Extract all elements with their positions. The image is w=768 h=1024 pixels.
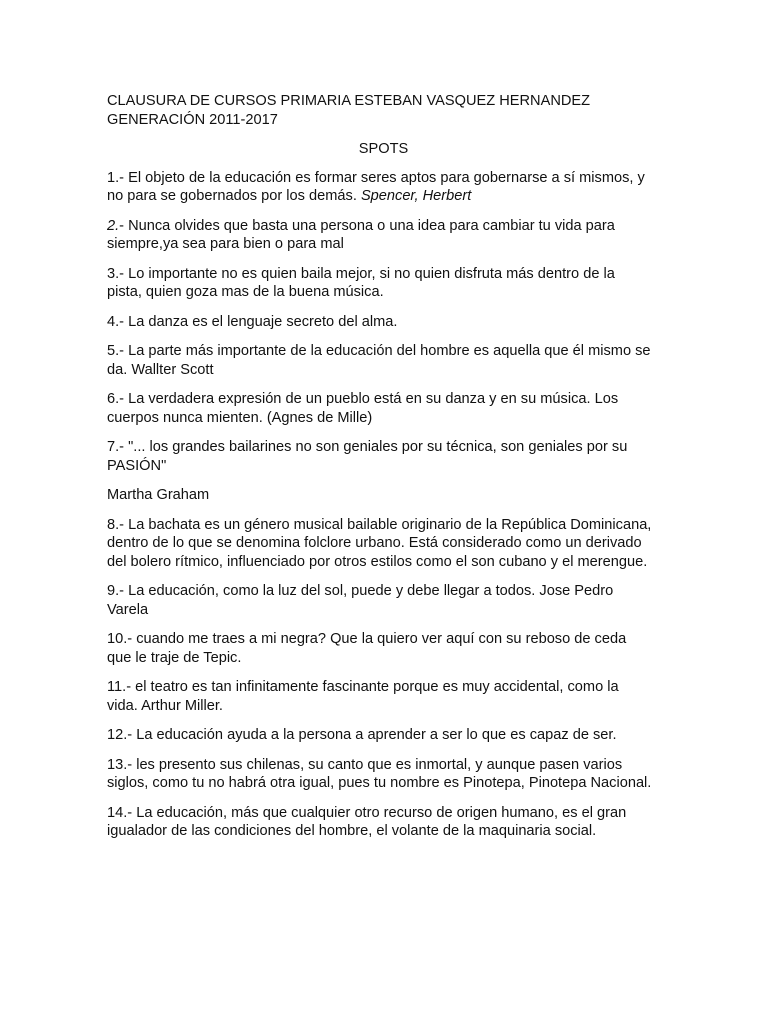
item-number: 13.- — [107, 756, 137, 773]
item-text: La verdadera expresión de un pueblo está en su danza y en su música. Los cuerpos nunca mienten. (Agnes de Mille) — [107, 391, 619, 426]
document-body — [107, 92, 652, 852]
item-text: les presento sus chilenas, su canto que es inmortal, y aunque pasen varios siglos, como tu no habrá otra igual, pues tu nombre es Pinotepa, Pinotepa Nacional. — [107, 756, 652, 791]
item-text: - Nunca olvides que basta una persona o una idea para cambiar tu vida para siempre,ya sea para bien o para mal — [107, 217, 615, 252]
item-number: 3.- — [107, 265, 129, 282]
item-text: cuando me traes a mi negra? Que la quiero ver aquí con su reboso de ceda que le traje de Tepic. — [107, 631, 627, 666]
quote-item-4 — [107, 313, 652, 332]
quote-item-11 — [107, 678, 652, 715]
item-number: 5.- — [107, 343, 129, 359]
item-text: "... los grandes bailarines no son geniales por su técnica, son geniales por su PASIÓN" — [107, 439, 628, 474]
quote-item-9 — [107, 582, 652, 619]
quote-item-7 — [107, 438, 652, 475]
item-author: Spencer, Herbert — [360, 188, 472, 204]
item-number: 9.- — [107, 583, 129, 599]
item-text: el teatro es tan infinitamente fascinante porque es muy accidental, como la vida. Arthur Miller. — [107, 679, 619, 714]
item-number: 8.- — [107, 516, 129, 533]
item-text: La educación, como la luz del sol, puede y debe llegar a todos. Jose Pedro Varela — [107, 583, 614, 618]
quote-item-7-author — [107, 486, 652, 505]
item-text: Martha Graham — [107, 487, 210, 503]
header-title-line: CLAUSURA DE CURSOS PRIMARIA ESTEBAN VASQUEZ HERNANDEZ — [107, 93, 591, 109]
quote-item-5 — [107, 342, 652, 379]
item-text: La parte más importante de la educación del hombre es aquella que él mismo se da. Wallter Scott — [107, 343, 651, 378]
item-text: El objeto de la educación es formar seres aptos para gobernarse a sí mismos, y no para se gobernados por los demás. — [107, 169, 645, 204]
item-number: 14.- — [107, 804, 137, 821]
quote-item-2 — [107, 217, 652, 254]
item-number: 4.- — [107, 313, 129, 330]
item-text: La educación, más que cualquier otro recurso de origen humano, es el gran igualador de las condiciones del hombre, el volante de la maquinaria social. — [107, 804, 627, 839]
item-number: 2. — [107, 217, 120, 234]
item-number: 11.- — [107, 679, 136, 695]
header-generation-line: GENERACIÓN 2011-2017 — [107, 111, 278, 128]
item-text: La danza es el lenguaje secreto del alma. — [128, 313, 398, 330]
item-number: 6.- — [107, 391, 129, 407]
quote-item-3 — [107, 265, 652, 302]
quote-item-8 — [107, 516, 652, 572]
quote-item-14 — [107, 804, 652, 841]
quote-item-1 — [107, 169, 652, 206]
item-text: Lo importante no es quien baila mejor, si no quien disfruta más dentro de la pista, quien goza mas de la buena música. — [107, 265, 615, 300]
item-number: 7.- — [107, 439, 129, 455]
quote-item-13 — [107, 756, 652, 793]
quote-item-12 — [107, 726, 652, 745]
quote-item-10 — [107, 630, 652, 667]
item-number: 10.- — [107, 631, 137, 647]
item-text: La educación ayuda a la persona a aprender a ser lo que es capaz de ser. — [136, 727, 617, 743]
spots-heading: SPOTS — [358, 141, 409, 157]
item-text: La bachata es un género musical bailable originario de la República Dominicana, dentro de lo que se denomina folclore urbano. Está considerado como un derivado del bolero rítmico, influenciado por otros estilos como el son cubano y el merengue. — [107, 516, 652, 570]
item-number: 12.- — [107, 727, 137, 743]
item-number: 1.- — [107, 169, 129, 186]
quote-item-6 — [107, 390, 652, 427]
